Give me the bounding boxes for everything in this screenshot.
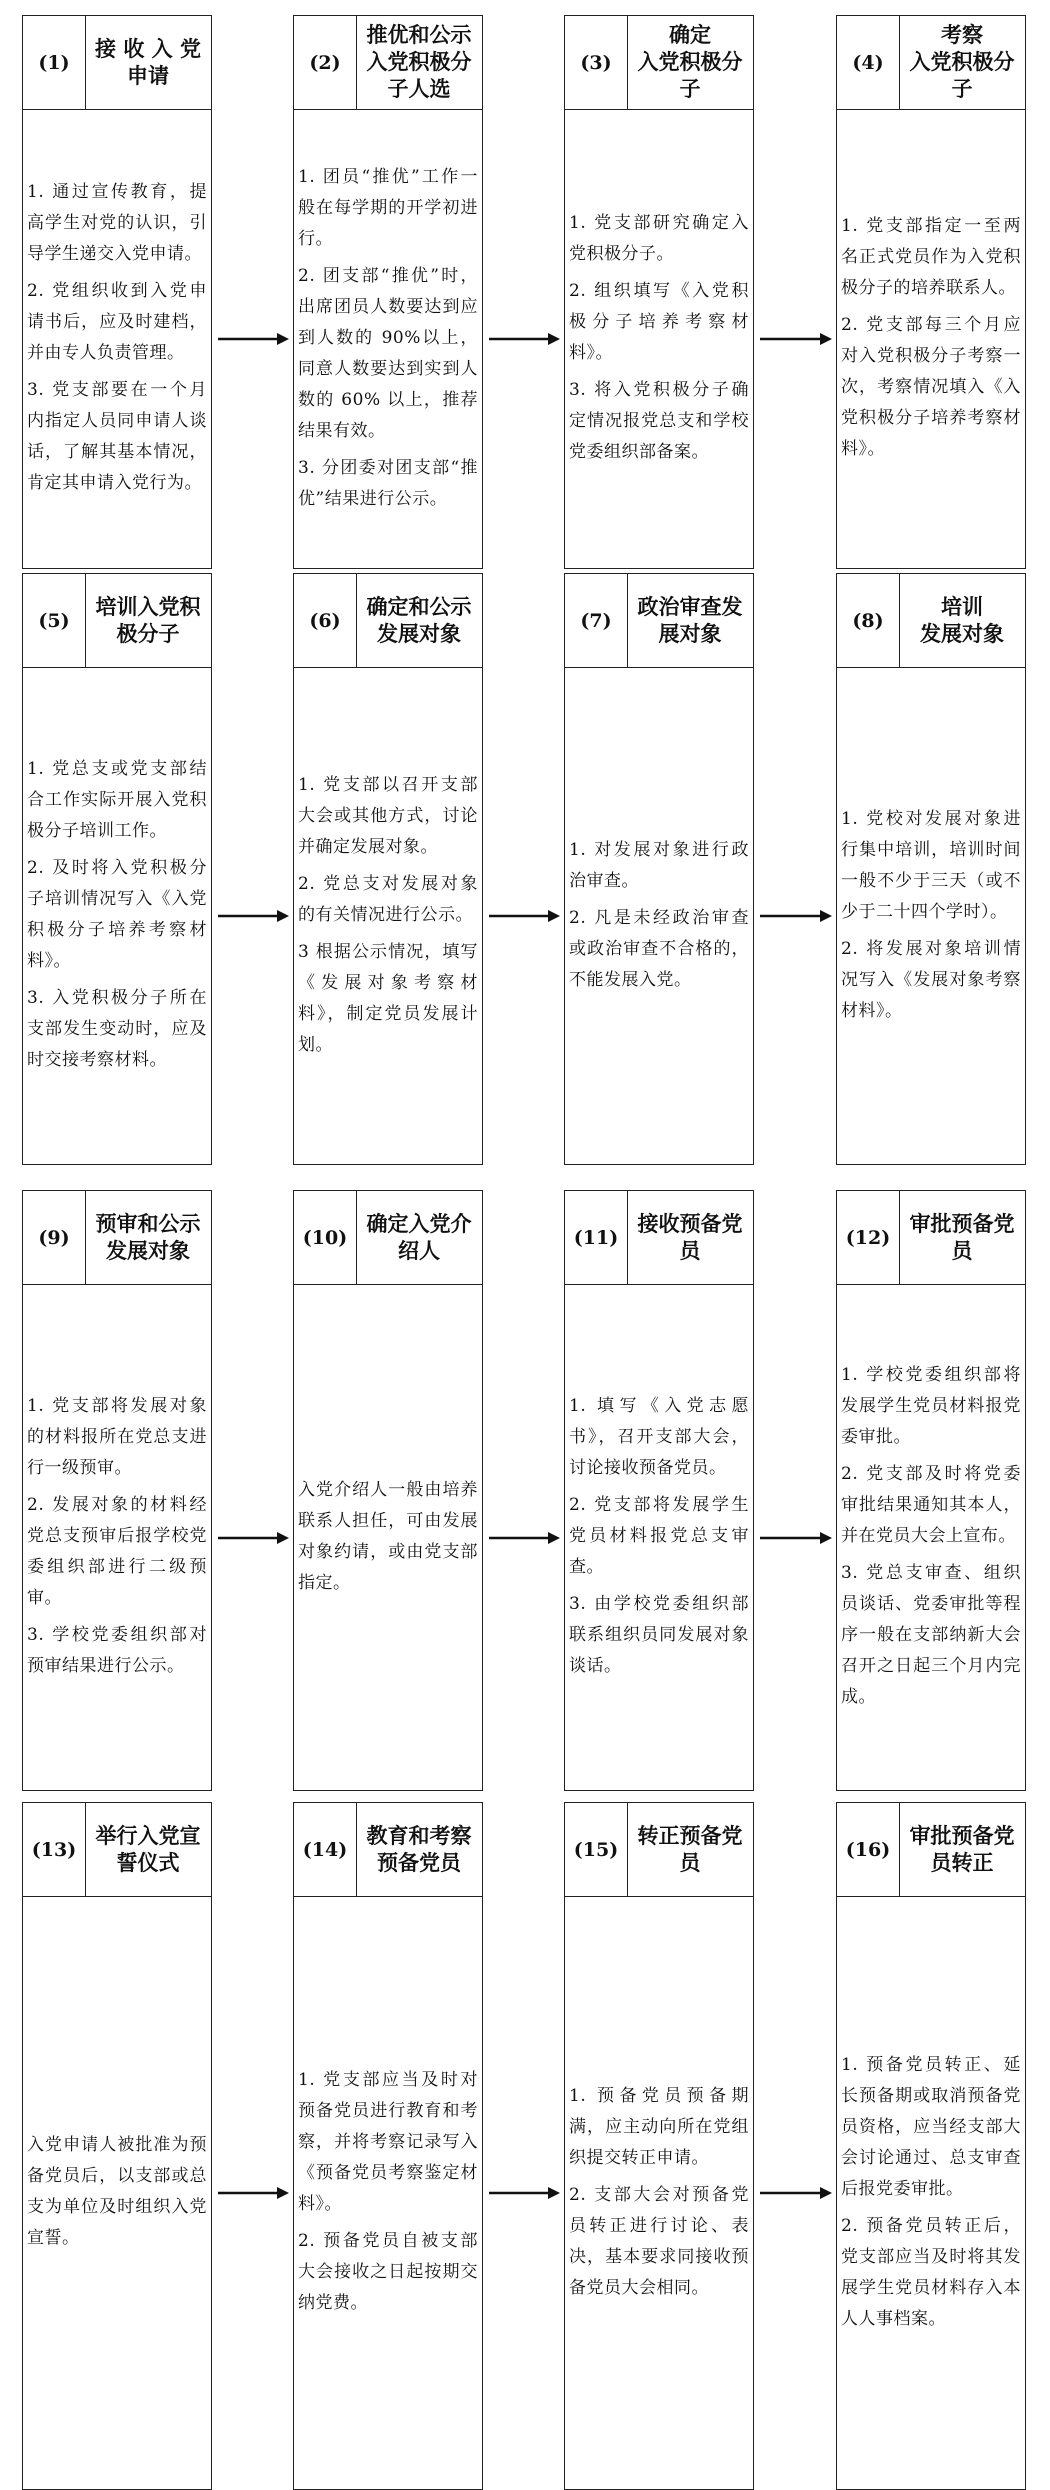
step-title: 考察 入党积极分 子 <box>909 23 1015 101</box>
flow-arrow <box>760 332 832 346</box>
flow-arrow <box>760 2186 832 2200</box>
step-item: 1. 党支部研究确定入党积极分子。 <box>569 213 749 264</box>
step-title: 接 收 入 党 申请 <box>95 36 201 88</box>
step-title: 确定 入党积极分 子 <box>637 23 743 101</box>
flow-arrow <box>760 909 832 923</box>
step-item: 1. 党支部将发展对象的材料报所在党总支进行一级预审。 <box>27 1396 207 1478</box>
flow-arrow <box>218 2186 289 2200</box>
step-number: (6) <box>294 574 357 667</box>
step-title: 确定和公示 发展对象 <box>366 594 472 646</box>
step-number: (11) <box>565 1191 628 1284</box>
step-header <box>293 1190 483 1285</box>
step-header <box>836 1190 1026 1285</box>
step-number: (14) <box>294 1803 357 1896</box>
step-item: 1. 党支部应当及时对预备党员进行教育和考察，并将考察记录写入《预备党员考察鉴定材料》。 <box>298 2070 478 2214</box>
step-header <box>836 1802 1026 1897</box>
step-number: (10) <box>294 1191 357 1284</box>
step-number: (4) <box>837 16 900 109</box>
step-item: 1. 填写《入党志愿书》，召开支部大会，讨论接收预备党员。 <box>569 1396 749 1478</box>
flow-arrow <box>489 2186 560 2200</box>
step-description <box>22 109 212 569</box>
flow-arrow <box>489 1531 560 1545</box>
step-item: 1. 预备党员转正、延长预备期或取消预备党员资格，应当经支部大会讨论通过、总支审查后报党委审批。 <box>841 2054 1021 2199</box>
step-description <box>836 1896 1026 2490</box>
step-item: 1. 学校党委组织部将发展学生党员材料报党委审批。 <box>841 1365 1021 1447</box>
step-item: 2. 及时将入党积极分子培训情况写入《入党积极分子培养考察材料》。 <box>27 858 207 971</box>
step-description <box>564 109 754 569</box>
step-item: 1. 党支部指定一至两名正式党员作为入党积极分子的培养联系人。 <box>841 216 1021 298</box>
step-number: (2) <box>294 16 357 109</box>
step-item: 2. 支部大会对预备党员转正进行讨论、表决，基本要求同接收预备党员大会相同。 <box>569 2184 749 2298</box>
step-number: (15) <box>565 1803 628 1896</box>
step-header <box>836 15 1026 110</box>
step-item: 2. 将发展对象培训情况写入《发展对象考察材料》。 <box>841 938 1021 1021</box>
step-title: 审批预备党 员转正 <box>909 1823 1015 1875</box>
step-item: 2. 党支部及时将党委审批结果通知其本人，并在党员大会上宣布。 <box>841 1464 1021 1546</box>
step-item: 1. 党总支或党支部结合工作实际开展入党积极分子培训工作。 <box>27 759 207 841</box>
step-title: 审批预备党 员 <box>909 1211 1015 1263</box>
step-item: 3 根据公示情况，填写《发展对象考察材料》，制定党员发展计划。 <box>298 941 478 1055</box>
step-header <box>564 1190 754 1285</box>
step-title: 推优和公示 入党积极分 子人选 <box>366 23 472 101</box>
step-title: 确定入党介 绍人 <box>366 1211 472 1263</box>
step-item: 3. 将入党积极分子确定情况报党总支和学校党委组织部备案。 <box>569 380 749 462</box>
step-number: (3) <box>565 16 628 109</box>
step-item: 2. 党组织收到入党申请书后，应及时建档，并由专人负责管理。 <box>27 281 207 363</box>
step-description <box>293 667 483 1165</box>
step-item: 2. 凡是未经政治审查或政治审查不合格的，不能发展入党。 <box>569 907 749 990</box>
step-title: 培训 发展对象 <box>920 594 1004 646</box>
step-item: 2. 发展对象的材料经党总支预审后报学校党委组织部进行二级预审。 <box>27 1495 207 1608</box>
step-item: 1. 党校对发展对象进行集中培训，培训时间一般不少于三天（或不少于二十四个学时）。 <box>841 808 1021 922</box>
step-item: 2. 党总支对发展对象的有关情况进行公示。 <box>298 873 478 925</box>
step-description <box>836 1284 1026 1791</box>
step-number: (9) <box>23 1191 86 1284</box>
step-item: 1. 团员“推优”工作一般在每学期的开学初进行。 <box>298 166 478 249</box>
step-number: (1) <box>23 16 86 109</box>
step-title: 预审和公示 发展对象 <box>95 1211 201 1263</box>
step-header <box>564 573 754 668</box>
step-item: 2. 预备党员自被支部大会接收之日起按期交纳党费。 <box>298 2231 478 2313</box>
step-description <box>22 1896 212 2490</box>
step-item: 1. 预备党员预备期满，应主动向所在党组织提交转正申请。 <box>569 2085 749 2168</box>
step-item: 2. 党支部每三个月应对入党积极分子考察一次，考察情况填入《入党积极分子培养考察材料》。 <box>841 315 1021 459</box>
step-header <box>22 1190 212 1285</box>
step-item: 2. 组织填写《入党积极分子培养考察材料》。 <box>569 281 749 363</box>
step-description <box>564 1896 754 2490</box>
step-description <box>22 667 212 1165</box>
step-item: 2. 党支部将发展学生党员材料报党总支审查。 <box>569 1495 749 1577</box>
step-title: 接收预备党 员 <box>637 1211 743 1263</box>
flow-arrow <box>489 332 560 346</box>
flow-arrow <box>760 1531 832 1545</box>
step-item: 3. 学校党委组织部对预审结果进行公示。 <box>27 1625 207 1676</box>
step-header <box>293 15 483 110</box>
step-description <box>22 1284 212 1791</box>
step-header <box>22 573 212 668</box>
step-header <box>22 1802 212 1897</box>
step-number: (12) <box>837 1191 900 1284</box>
step-item: 1. 对发展对象进行政治审查。 <box>569 839 749 891</box>
step-number: (8) <box>837 574 900 667</box>
step-item: 2. 团支部“推优”时，出席团员人数要达到应到人数的 90%以上，同意人数要达到实到人数的 60% 以上，推荐结果有效。 <box>298 265 478 441</box>
step-number: (7) <box>565 574 628 667</box>
step-item: 3. 党支部要在一个月内指定人员同申请人谈话，了解其基本情况，肯定其申请入党行为。 <box>27 380 207 493</box>
step-title: 教育和考察 预备党员 <box>366 1823 472 1875</box>
step-item: 3. 党总支审查、组织员谈话、党委审批等程序一般在支部纳新大会召开之日起三个月内完成。 <box>841 1563 1021 1707</box>
flow-arrow <box>218 332 289 346</box>
step-header <box>564 15 754 110</box>
step-description <box>564 1284 754 1791</box>
flow-arrow <box>489 909 560 923</box>
step-description <box>293 1284 483 1791</box>
step-header <box>836 573 1026 668</box>
step-header <box>293 573 483 668</box>
step-item: 3. 分团委对团支部“推优”结果进行公示。 <box>298 457 478 509</box>
step-description <box>836 109 1026 569</box>
step-header <box>293 1802 483 1897</box>
step-number: (13) <box>23 1803 86 1896</box>
step-item: 3. 入党积极分子所在支部发生变动时，应及时交接考察材料。 <box>27 988 207 1070</box>
step-item: 2. 预备党员转正后，党支部应当及时将其发展学生党员材料存入本人人事档案。 <box>841 2215 1021 2329</box>
flow-arrow <box>218 909 289 923</box>
step-item: 1. 党支部以召开支部大会或其他方式，讨论并确定发展对象。 <box>298 774 478 857</box>
step-title: 转正预备党 员 <box>637 1823 743 1875</box>
step-description <box>836 667 1026 1165</box>
flow-arrow <box>218 1531 289 1545</box>
step-item: 1. 通过宣传教育，提高学生对党的认识，引导学生递交入党申请。 <box>27 182 207 264</box>
step-number: (16) <box>837 1803 900 1896</box>
step-header <box>22 15 212 110</box>
step-header <box>564 1802 754 1897</box>
step-description <box>293 109 483 569</box>
step-title: 举行入党宣 誓仪式 <box>95 1823 201 1875</box>
step-description <box>564 667 754 1165</box>
step-item: 3. 由学校党委组织部联系组织员同发展对象谈话。 <box>569 1594 749 1676</box>
step-number: (5) <box>23 574 86 667</box>
step-title: 政治审查发 展对象 <box>637 594 743 646</box>
step-title: 培训入党积 极分子 <box>95 594 201 646</box>
step-item: 入党介绍人一般由培养联系人担任，可由发展对象约请，或由党支部指定。 <box>298 1479 478 1593</box>
step-description <box>293 1896 483 2490</box>
step-item: 入党申请人被批准为预备党员后，以支部或总支为单位及时组织入党宣誓。 <box>27 2135 207 2248</box>
